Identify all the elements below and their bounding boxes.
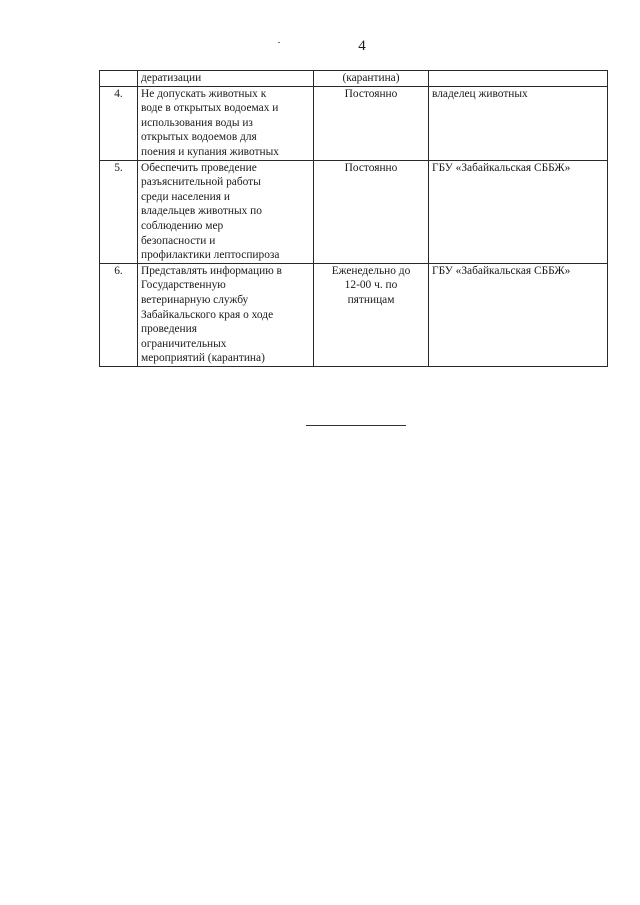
action-line: использования воды из [141,116,253,129]
row-number-cell: 6. [100,263,138,366]
term-cell [314,263,429,366]
action-line: среди населения и [141,190,230,203]
action-line: разъяснительной работы [141,176,261,189]
row-number-cell [100,71,138,87]
table-row [100,160,608,263]
table-row-continuation [100,71,608,87]
term-line: Постоянно [344,87,398,100]
responsible-cell [429,71,608,87]
action-cell [138,86,314,160]
scan-speck [278,42,280,43]
table-row [100,263,608,366]
action-line: воде в открытых водоемах и [141,102,279,115]
responsible-cell: ГБУ «Забайкальская СББЖ» [429,160,608,263]
action-line: ограничительных [141,337,227,350]
action-line: Не допускать животных к [141,87,267,100]
action-line: мероприятий (карантина) [141,352,265,365]
term-cell: (карантина) [314,71,429,87]
row-number-cell: 4. [100,86,138,160]
responsible-cell: владелец животных [429,86,608,160]
page-number: 4 [358,38,366,54]
term-line: Постоянно [344,161,398,174]
end-of-document-rule [306,425,406,426]
action-line: Обеспечить проведение [141,161,257,174]
action-cell [138,263,314,366]
term-cell [314,160,429,263]
action-line: Государственную [141,279,226,292]
action-line: Забайкальского края о ходе [141,308,274,321]
action-line: проведения [141,323,197,336]
term-line: 12-00 ч. по [344,279,398,292]
action-cell [138,160,314,263]
responsible-cell: ГБУ «Забайкальская СББЖ» [429,263,608,366]
action-line: соблюдению мер [141,219,224,232]
term-line: Еженедельно до [331,264,411,277]
action-line: безопасности и [141,234,216,247]
action-line: владельцев животных по [141,205,262,218]
action-line: поения и купания животных [141,145,279,158]
action-cell: дератизации [138,71,314,87]
row-number-cell: 5. [100,160,138,263]
action-line: ветеринарную службу [141,293,249,306]
term-cell [314,86,429,160]
measures-table [99,70,608,367]
action-line: открытых водоемов для [141,131,257,144]
table-row [100,86,608,160]
action-line: профилактики лептоспироза [141,249,280,262]
action-line: Представлять информацию в [141,264,282,277]
term-line: пятницам [347,293,395,306]
